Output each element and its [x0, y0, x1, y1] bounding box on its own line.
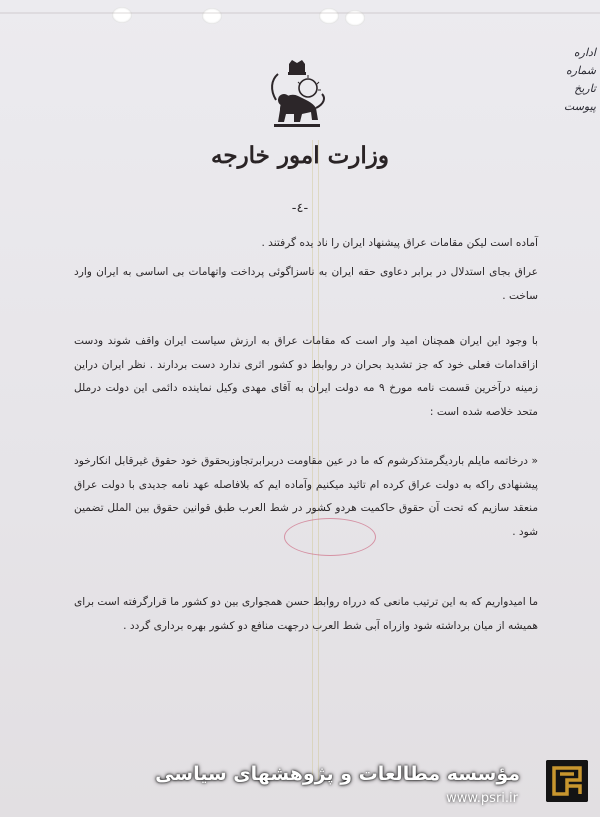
- ministry-title: وزارت امور خارجه: [211, 142, 389, 169]
- page-number: -٤-: [291, 201, 309, 216]
- label-attachment: پیوست: [563, 100, 596, 113]
- punch-hole: [202, 8, 222, 24]
- punch-hole: [112, 7, 132, 23]
- paragraph: ما امیدواریم که به این ترتیب مانعی که درراه روابط حسن همجواری بین دو کشور ما قرارگرفته است برای همیشه از میان برداشته شود وازراه آبی شط العرب درجهت منافع دو کشور بهره برداری گردد .: [74, 596, 538, 632]
- pen-annotation-mark: [284, 518, 376, 556]
- lion-and-sun-emblem-icon: [262, 60, 332, 132]
- institute-url: www.psri.ir: [446, 791, 518, 806]
- institute-logo-icon: [546, 760, 588, 802]
- label-number: شماره: [565, 64, 596, 77]
- paragraph: با وجود این ایران همچنان امید وار است که مقامات عراق به ارزش سیاست ایران واقف شوند ودست ازاقدامات فعلی خود که جز تشدید بحران در روابط دو کشور اثری ندارد دست بردارند . نظر ایران دراین زمینه درآخرین قسمت نامه مورخ ۹ مه دولت ایران به آقای مهدی وکیل نماینده دائمی این دولت درملل متحد خلاصه شده است :: [74, 335, 539, 418]
- punch-hole: [319, 8, 339, 24]
- watermark-banner: [0, 745, 600, 817]
- quoted-paragraph: « درخاتمه مایلم باردیگرمتذکرشوم که ما در عین مقاومت دربرابرتجاوزبحقوق خود حقوق غیرقابل انکارخود پیشنهادی راکه به دولت عراق کرده ام تائید میکنیم وآماده ایم که بلافاصله عهد نامه جدیدی با دولت عراق منعقد سازیم که تحت آن حقوق حاکمیت هردو کشور در شط العرب طبق قوانین حقوق بین الملل تضمین شود .: [74, 455, 538, 538]
- paragraph: عراق بجای استدلال در برابر دعاوی حقه ایران به ناسزاگوئی پرداخت واتهامات بی اساسی به ایران وارد ساخت .: [74, 266, 538, 302]
- institute-name: مؤسسه مطالعات و پژوهشهای سیاسی: [155, 763, 520, 785]
- label-date: تاریخ: [574, 82, 596, 95]
- paragraph: آماده است لیکن مقامات عراق پیشنهاد ایران را ناد یده گرفتند .: [261, 237, 538, 249]
- label-department: اداره: [573, 46, 596, 59]
- document-metadata-labels: [552, 44, 596, 116]
- paper-crease: [0, 12, 600, 14]
